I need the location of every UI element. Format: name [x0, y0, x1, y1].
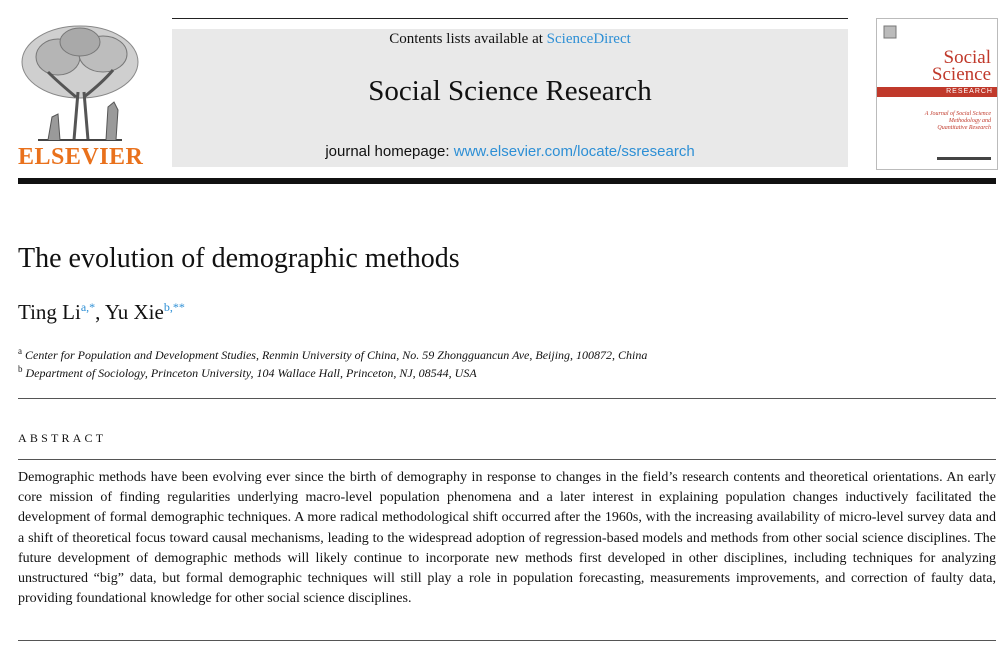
abstract-heading-rule — [18, 459, 996, 460]
cover-subtitle: A Journal of Social Science Methodology and Quantitative Research — [924, 111, 991, 131]
cover-publisher-icon — [883, 25, 897, 39]
affiliation-text: Center for Population and Development Studies, Renmin University of China, No. 59 Zhongguancun Ave, Beijing, 100872, China — [25, 348, 648, 362]
homepage-prefix: journal homepage: — [325, 143, 454, 160]
header-top-rule — [172, 18, 848, 19]
cover-title-word2: Science — [931, 64, 991, 85]
author-name[interactable]: Ting Li — [18, 300, 81, 324]
cover-band-text: RESEARCH — [946, 88, 993, 95]
affiliation-a — [18, 346, 647, 363]
author-separator: , — [95, 300, 105, 324]
affiliation-text: Department of Sociology, Princeton University, 104 Wallace Hall, Princeton, NJ, 08544, USA — [25, 366, 477, 380]
journal-homepage-link[interactable]: www.elsevier.com/locate/ssresearch — [453, 143, 695, 160]
abstract-body: Demographic methods have been evolving ever since the birth of demography in response to changes in the field’s research contents and theoretical orientations. An early core mission of finding regularities underlying macro-level population phenomena and a later interest in explaining population changes inductively facilitated the development of formal demographic techniques. A more radical methodological shift occurred after the 1960s, with the increasing availability of micro-level survey data and a shift of theoretical focus toward causal mechanisms, leading to the widespread adoption of regression-based models and methods from other social science disciplines. The future development of demographic methods will likely continue to incorporate new methods first developed in other disciplines, including techniques for analyzing unstructured “big” data, but formal demographic techniques will still play a role in population forecasting, measurements improvements, and correction of faulty data, providing foundational knowledge for other social science disciplines. — [18, 470, 996, 607]
author-affiliation-marks[interactable]: b,** — [163, 300, 185, 314]
journal-cover-thumbnail — [876, 18, 998, 170]
journal-title: Social Science Research — [368, 75, 652, 107]
cover-title-word1: Social — [943, 47, 991, 68]
affiliation-b — [18, 364, 477, 381]
author-affiliation-marks[interactable]: a,* — [80, 300, 96, 314]
sciencedirect-link[interactable]: ScienceDirect — [546, 31, 631, 47]
header-thick-rule — [18, 178, 996, 184]
abstract-top-rule — [18, 398, 996, 399]
author-name[interactable]: Yu Xie — [104, 300, 164, 324]
abstract-bottom-rule — [18, 640, 996, 641]
journal-homepage-line — [172, 143, 848, 160]
affiliation-key: a — [18, 346, 22, 356]
contents-available-line — [172, 31, 848, 48]
journal-banner — [172, 29, 848, 167]
cover-footer-logo — [937, 153, 991, 163]
author-list — [18, 300, 185, 325]
abstract-heading: ABSTRACT — [18, 431, 107, 445]
article-title: The evolution of demographic methods — [18, 243, 460, 274]
elsevier-wordmark: ELSEVIER — [18, 144, 144, 170]
contents-prefix: Contents lists available at — [389, 31, 547, 47]
affiliation-key: b — [18, 364, 23, 374]
